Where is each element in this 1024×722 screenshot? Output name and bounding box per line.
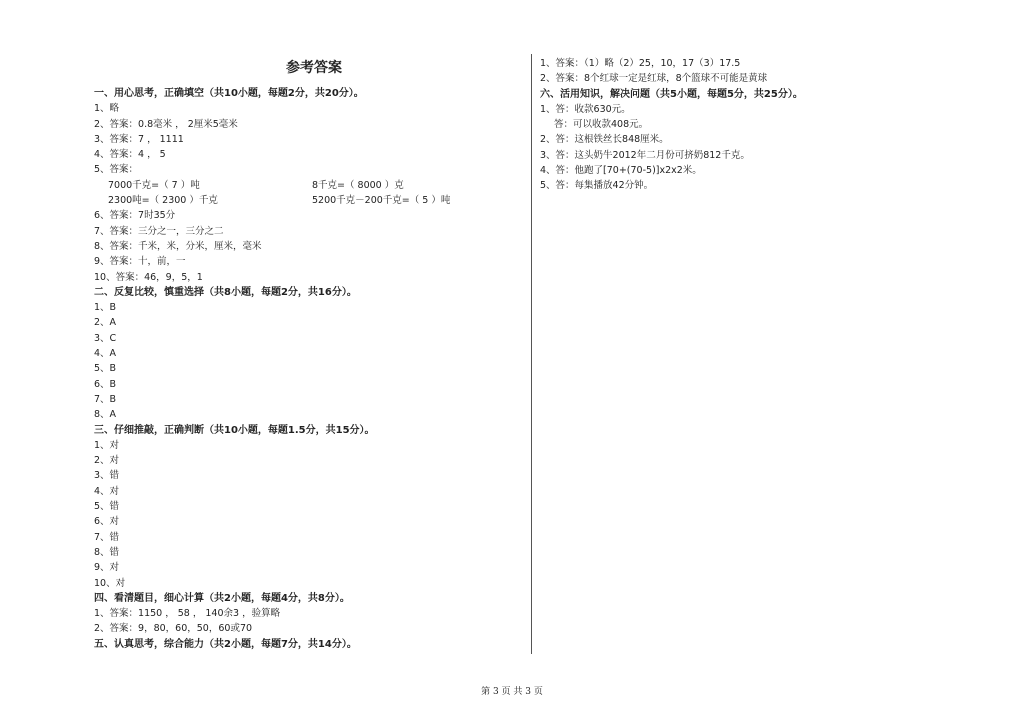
answer-item: 5、答：每集播放42分钟。	[540, 180, 654, 192]
answer-sub-a: 2300吨=（ 2300 ）千克	[108, 195, 218, 207]
column-divider	[531, 54, 532, 654]
section-6-items	[540, 102, 960, 194]
answer-item: 8、答案：千米，米，分米，厘米，毫米	[94, 240, 262, 252]
answer-item: 8、错	[94, 546, 120, 558]
section-3-items	[94, 438, 526, 591]
answer-item: 5、B	[94, 363, 117, 375]
section-4-items	[94, 606, 526, 637]
answer-item: 9、对	[94, 562, 120, 574]
section-1-items	[94, 101, 526, 285]
answer-item: 8、A	[94, 409, 117, 421]
answer-item: 4、A	[94, 348, 117, 360]
answer-item: 2、A	[94, 317, 117, 329]
answer-item: 5、答案：	[94, 164, 139, 176]
answer-item: 6、答案：7时35分	[94, 210, 176, 222]
answer-item: 3、错	[94, 470, 120, 482]
answer-item: 3、答案：7 ， 1111	[94, 133, 184, 145]
answer-item: 1、B	[94, 302, 117, 314]
answer-item: 6、对	[94, 516, 120, 528]
answer-item: 4、答：他跑了[70+(70-5)]x2x2米。	[540, 165, 702, 177]
left-column	[94, 55, 526, 652]
answer-item: 3、答：这头奶牛2012年二月份可挤奶812千克。	[540, 149, 750, 161]
answer-item: 2、答：这根铁丝长848厘米。	[540, 134, 669, 146]
answer-item: 7、错	[94, 531, 120, 543]
answer-item: 5、错	[94, 501, 120, 513]
section-heading-4: 四、看清题目，细心计算（共2小题，每题4分，共8分）。	[94, 592, 350, 604]
answer-item: 4、答案：4 ， 5	[94, 149, 166, 161]
answer-item: 2、对	[94, 455, 120, 467]
answer-item: 1、略	[94, 103, 120, 115]
answer-item: 2、答案：9，80，60，50，60或70	[94, 623, 253, 635]
answer-item: 9、答案：十，前，一	[94, 256, 186, 268]
section-heading-5: 五、认真思考，综合能力（共2小题，每题7分，共14分）。	[94, 638, 357, 650]
answer-item: 7、答案：三分之一，三分之二	[94, 225, 224, 237]
answer-item: 10、对	[94, 577, 126, 589]
section-heading-2: 二、反复比较，慎重选择（共8小题，每题2分，共16分）。	[94, 286, 357, 298]
answer-sub-a: 7000千克=（ 7 ）吨	[108, 179, 200, 191]
answer-sub-b: 8千克=（ 8000 ）克	[312, 179, 404, 191]
answer-item: 1、对	[94, 439, 120, 451]
answer-item: 1、答：收款630元。	[540, 103, 631, 115]
answer-item: 2、答案：0.8毫米 ， 2厘米5毫米	[94, 118, 238, 130]
answer-item: 10、答案：46，9，5，1	[94, 271, 203, 283]
section-heading-3: 三、仔细推敲，正确判断（共10小题，每题1.5分，共15分）。	[94, 424, 375, 436]
section-heading-6: 六、活用知识，解决问题（共5小题，每题5分，共25分）。	[540, 88, 803, 100]
section-heading-1: 一、用心思考，正确填空（共10小题，每题2分，共20分）。	[94, 88, 364, 99]
answer-item: 6、B	[94, 378, 117, 390]
page-title: 参考答案	[286, 60, 342, 76]
answer-item: 3、C	[94, 332, 117, 344]
section-5-items	[540, 56, 960, 87]
answer-item: 7、B	[94, 393, 117, 405]
answer-item: 4、对	[94, 485, 120, 497]
answer-item: 1、答案：（1）略（2）25，10，17（3）17.5	[540, 58, 741, 69]
answer-item: 1、答案：1150 ， 58 ， 140余3 ，验算略	[94, 608, 281, 620]
answer-subrow	[94, 193, 526, 208]
answer-item: 2、答案：8个红球一定是红球，8个篮球不可能是黄球	[540, 73, 768, 85]
page-footer: 第 3 页 共 3 页	[481, 687, 543, 697]
section-2-items	[94, 300, 526, 422]
answer-sub-b: 5200千克－200千克=（ 5 ）吨	[312, 195, 451, 207]
right-column	[540, 56, 960, 194]
answer-subrow	[94, 178, 526, 193]
answer-item: 答：可以收款408元。	[554, 119, 649, 131]
